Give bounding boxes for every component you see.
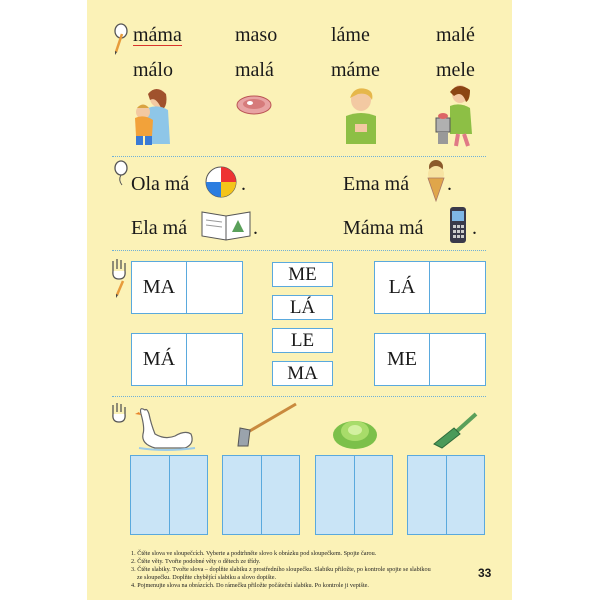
syllable-column-item[interactable]: MA [272,361,333,386]
answer-box-1[interactable] [130,455,208,535]
divider-3 [112,396,486,397]
sentence-ola: Ola má [131,173,190,195]
sentence-ema: Ema má [343,173,410,195]
word-mala: malá [235,59,274,81]
answer-box-2[interactable] [222,455,300,535]
syllable-given: MA [132,262,187,313]
book-icon [200,206,252,242]
swan-icon [135,404,197,452]
instruction-3: 3. Čtěte slabiky. Tvořte slova – doplňte slabiku z prostředního sloupečku. Slabiku přiložte, po kontrole spojte se slabikou [131,566,431,573]
phone-icon [448,206,468,244]
syllable-column-item[interactable]: ME [272,262,333,287]
hand-icon [110,402,128,424]
syllable-pair-left-bottom [131,333,243,386]
word-malo: málo [133,59,173,81]
balloon-pencil-icon [110,22,132,56]
word-male: malé [436,24,475,46]
syllable-blank[interactable] [187,334,242,385]
syllable-blank[interactable] [187,262,242,313]
ice-cream-icon [425,158,447,202]
answer-cell[interactable] [169,456,208,534]
period: . [447,173,452,195]
answer-cell[interactable] [408,456,446,534]
trowel-icon [428,412,478,452]
instruction-2: 2. Čtěte věty. Tvořte podobné věty o dětech ze třídy. [131,558,261,565]
answer-cell[interactable] [354,456,393,534]
syllable-blank[interactable] [430,262,485,313]
word-maso: maso [235,24,278,46]
word-mame: máme [331,59,380,81]
hand-pencil-icon [109,257,129,299]
instruction-1: 1. Čtěte slova ve sloupečcích. Vyberte a podtrhněte slovo k obrázku pod sloupečkem. Spojte čarou. [131,550,377,557]
syllable-blank[interactable] [430,334,485,385]
ball-icon [204,165,238,199]
mother-child-illustration [126,86,178,148]
girl-grinder-illustration [430,84,480,148]
sentence-ela: Ela má [131,217,188,239]
word-lame: láme [331,24,370,46]
divider-1 [112,156,486,157]
answer-cell[interactable] [261,456,300,534]
syllable-given: MÁ [132,334,187,385]
answer-cell[interactable] [316,456,354,534]
syllable-column-item[interactable]: LE [272,328,333,353]
syllable-pair-right-top [374,261,486,314]
syllable-column-item[interactable]: LÁ [272,295,333,320]
syllable-pair-right-bottom [374,333,486,386]
answer-box-4[interactable] [407,455,485,535]
lettuce-icon [330,413,380,451]
balloon-icon [112,160,130,186]
instruction-3-cont: ze sloupečku. Doplňte chybějící slabiku a slovo dopište. [137,574,277,581]
answer-box-3[interactable] [315,455,393,535]
instruction-4: 4. Pojmenujte slova na obrázcích. Do rámečku přiložte počáteční slabiku. Po kontrole ji vepište. [131,582,369,589]
word-mele: mele [436,59,475,81]
syllable-pair-left-top [131,261,243,314]
period: . [472,217,477,239]
meat-illustration [236,93,272,115]
syllable-given: LÁ [375,262,430,313]
answer-cell[interactable] [223,456,261,534]
syllable-given: ME [375,334,430,385]
sentence-mama: Máma má [343,217,424,239]
answer-cell[interactable] [446,456,485,534]
period: . [253,217,258,239]
divider-2 [112,250,486,251]
word-mama: máma [133,24,182,46]
hoe-icon [226,402,298,452]
answer-cell[interactable] [131,456,169,534]
boy-illustration [340,86,382,146]
page-number: 33 [478,566,492,580]
period: . [241,173,246,195]
